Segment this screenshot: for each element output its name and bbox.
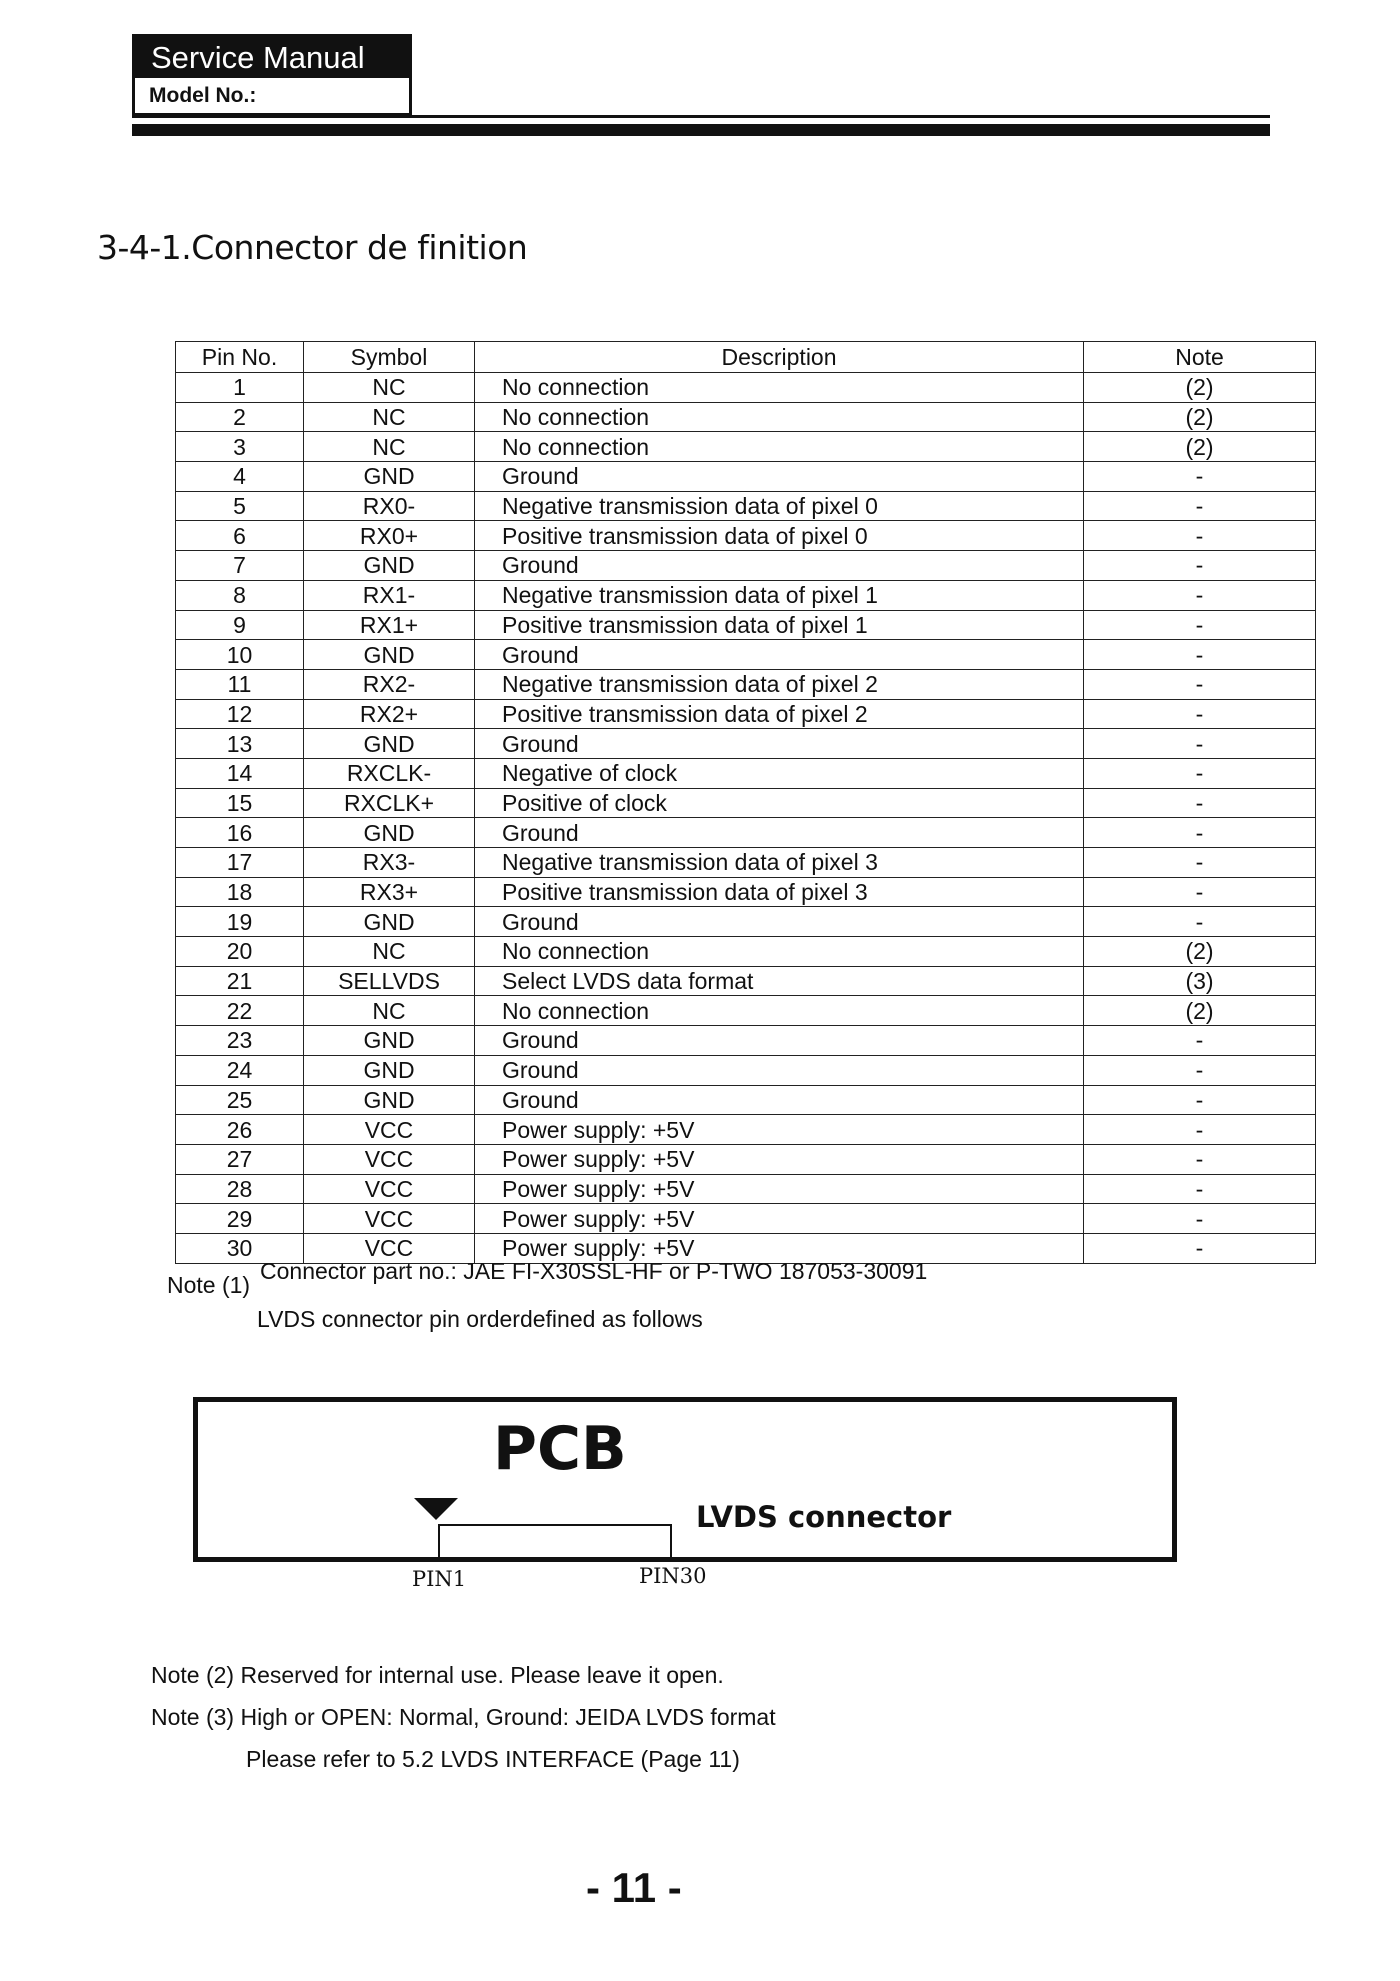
symbol-cell: SELLVDS — [304, 966, 475, 996]
description-cell: Positive of clock — [475, 788, 1084, 818]
note-cell: - — [1084, 640, 1316, 670]
table-row — [176, 1174, 1316, 1204]
description-cell: Positive transmission data of pixel 0 — [475, 521, 1084, 551]
pin30-label: PIN30 — [639, 1564, 707, 1588]
description-cell: No connection — [475, 432, 1084, 462]
model-label: Model No.: — [149, 84, 257, 107]
note-cell: - — [1084, 1085, 1316, 1115]
connector-outline — [438, 1524, 672, 1560]
table-row — [176, 729, 1316, 759]
description-cell: Ground — [475, 640, 1084, 670]
table-row — [176, 1026, 1316, 1056]
table-row — [176, 788, 1316, 818]
table-row — [176, 1144, 1316, 1174]
description-cell: Power supply: +5V — [475, 1144, 1084, 1174]
note-cell: - — [1084, 1144, 1316, 1174]
note-cell: - — [1084, 1055, 1316, 1085]
note-cell: (2) — [1084, 373, 1316, 403]
note-cell: - — [1084, 758, 1316, 788]
symbol-cell: VCC — [304, 1144, 475, 1174]
symbol-cell: VCC — [304, 1233, 475, 1263]
description-cell: No connection — [475, 402, 1084, 432]
note-cell: - — [1084, 1026, 1316, 1056]
symbol-cell: GND — [304, 640, 475, 670]
pin1-marker-icon — [414, 1498, 458, 1520]
note-cell: - — [1084, 1174, 1316, 1204]
lvds-connector-diagram — [193, 1397, 1177, 1562]
symbol-cell: RX1- — [304, 580, 475, 610]
pin-number-cell: 15 — [176, 788, 304, 818]
symbol-cell: RX3+ — [304, 877, 475, 907]
pin-number-cell: 18 — [176, 877, 304, 907]
note-cell: - — [1084, 729, 1316, 759]
symbol-cell: RXCLK+ — [304, 788, 475, 818]
note3-line2: Please refer to 5.2 LVDS INTERFACE (Page 11) — [246, 1746, 740, 1772]
note1-text: Connector part no.: JAE FI-X30SSL-HF or P-TWO 187053-30091 — [260, 1258, 928, 1284]
pin-number-cell: 7 — [176, 551, 304, 581]
note-cell: (2) — [1084, 996, 1316, 1026]
symbol-cell: NC — [304, 996, 475, 1026]
header-pin-no: Pin No. — [176, 342, 304, 373]
pin-number-cell: 19 — [176, 907, 304, 937]
symbol-cell: VCC — [304, 1174, 475, 1204]
pin-number-cell: 22 — [176, 996, 304, 1026]
pin-number-cell: 5 — [176, 491, 304, 521]
symbol-cell: GND — [304, 907, 475, 937]
symbol-cell: VCC — [304, 1204, 475, 1234]
pin-number-cell: 1 — [176, 373, 304, 403]
table-row — [176, 877, 1316, 907]
symbol-cell: GND — [304, 729, 475, 759]
note1-line2: LVDS connector pin orderdefined as follows — [257, 1306, 703, 1332]
note1-label: Note (1) — [167, 1272, 251, 1298]
header-box — [132, 34, 412, 116]
header-note: Note — [1084, 342, 1316, 373]
table-row — [176, 462, 1316, 492]
description-cell: Positive transmission data of pixel 2 — [475, 699, 1084, 729]
pin-number-cell: 26 — [176, 1115, 304, 1145]
description-cell: No connection — [475, 373, 1084, 403]
table-row — [176, 1115, 1316, 1145]
description-cell: Ground — [475, 818, 1084, 848]
table-row — [176, 1204, 1316, 1234]
note-cell: - — [1084, 491, 1316, 521]
note-cell: - — [1084, 1233, 1316, 1263]
header-rule-thick — [132, 124, 1270, 136]
pin-number-cell: 14 — [176, 758, 304, 788]
table-row — [176, 640, 1316, 670]
pin-number-cell: 17 — [176, 848, 304, 878]
note-cell: - — [1084, 848, 1316, 878]
description-cell: Ground — [475, 1085, 1084, 1115]
description-cell: Positive transmission data of pixel 1 — [475, 610, 1084, 640]
symbol-cell: NC — [304, 432, 475, 462]
table-row — [176, 699, 1316, 729]
note-cell: - — [1084, 521, 1316, 551]
pin-number-cell: 27 — [176, 1144, 304, 1174]
symbol-cell: NC — [304, 402, 475, 432]
page-number: - 11 - — [586, 1864, 682, 1911]
pin-number-cell: 4 — [176, 462, 304, 492]
symbol-cell: RX0+ — [304, 521, 475, 551]
pin-number-cell: 16 — [176, 818, 304, 848]
header-symbol: Symbol — [304, 342, 475, 373]
table-row — [176, 521, 1316, 551]
pin-number-cell: 10 — [176, 640, 304, 670]
note-cell: (2) — [1084, 432, 1316, 462]
description-cell: Negative transmission data of pixel 3 — [475, 848, 1084, 878]
pin1-label: PIN1 — [412, 1567, 467, 1591]
pin-definition-table — [175, 341, 1316, 1264]
description-cell: Ground — [475, 462, 1084, 492]
note-cell: - — [1084, 610, 1316, 640]
pin-number-cell: 13 — [176, 729, 304, 759]
pin-number-cell: 23 — [176, 1026, 304, 1056]
pin-number-cell: 24 — [176, 1055, 304, 1085]
table-row — [176, 402, 1316, 432]
table-row — [176, 432, 1316, 462]
pin-number-cell: 8 — [176, 580, 304, 610]
note-cell: - — [1084, 788, 1316, 818]
description-cell: Power supply: +5V — [475, 1233, 1084, 1263]
note2: Note (2) Reserved for internal use. Please leave it open. — [151, 1662, 724, 1688]
symbol-cell: RX2+ — [304, 699, 475, 729]
symbol-cell: RX1+ — [304, 610, 475, 640]
symbol-cell: RX2- — [304, 669, 475, 699]
table-row — [176, 758, 1316, 788]
pin-number-cell: 9 — [176, 610, 304, 640]
pin-number-cell: 20 — [176, 937, 304, 967]
table-row — [176, 669, 1316, 699]
pin-number-cell: 21 — [176, 966, 304, 996]
symbol-cell: VCC — [304, 1115, 475, 1145]
description-cell: Power supply: +5V — [475, 1204, 1084, 1234]
symbol-cell: NC — [304, 373, 475, 403]
pcb-label: PCB — [493, 1414, 627, 1484]
symbol-cell: GND — [304, 1085, 475, 1115]
pin-number-cell: 6 — [176, 521, 304, 551]
note-cell: - — [1084, 907, 1316, 937]
description-cell: No connection — [475, 996, 1084, 1026]
description-cell: Select LVDS data format — [475, 966, 1084, 996]
description-cell: Ground — [475, 551, 1084, 581]
manual-title: Service Manual — [135, 37, 409, 78]
table-row — [176, 907, 1316, 937]
table-row — [176, 966, 1316, 996]
pin-number-cell: 2 — [176, 402, 304, 432]
symbol-cell: GND — [304, 462, 475, 492]
table-row — [176, 610, 1316, 640]
note-cell: - — [1084, 462, 1316, 492]
section-title: 3-4-1.Connector de finition — [97, 228, 528, 267]
note-cell: - — [1084, 551, 1316, 581]
description-cell: Negative of clock — [475, 758, 1084, 788]
description-cell: Ground — [475, 1026, 1084, 1056]
description-cell: Power supply: +5V — [475, 1174, 1084, 1204]
note-cell: - — [1084, 877, 1316, 907]
description-cell: Ground — [475, 729, 1084, 759]
note-cell: - — [1084, 818, 1316, 848]
description-cell: Ground — [475, 907, 1084, 937]
description-cell: Negative transmission data of pixel 1 — [475, 580, 1084, 610]
note-cell: (3) — [1084, 966, 1316, 996]
note-cell: - — [1084, 699, 1316, 729]
symbol-cell: GND — [304, 551, 475, 581]
pin-number-cell: 12 — [176, 699, 304, 729]
note-cell: - — [1084, 1115, 1316, 1145]
description-cell: No connection — [475, 937, 1084, 967]
symbol-cell: RX0- — [304, 491, 475, 521]
table-row — [176, 551, 1316, 581]
description-cell: Negative transmission data of pixel 0 — [475, 491, 1084, 521]
pin-number-cell: 25 — [176, 1085, 304, 1115]
header-rule-thin — [132, 115, 1270, 118]
table-row — [176, 996, 1316, 1026]
pin-number-cell: 28 — [176, 1174, 304, 1204]
header-description: Description — [475, 342, 1084, 373]
table-row — [176, 1055, 1316, 1085]
table-header-row — [176, 342, 1316, 373]
pin-number-cell: 11 — [176, 669, 304, 699]
table-row — [176, 491, 1316, 521]
description-cell: Negative transmission data of pixel 2 — [475, 669, 1084, 699]
note-cell: (2) — [1084, 402, 1316, 432]
table-row — [176, 580, 1316, 610]
pin-number-cell: 3 — [176, 432, 304, 462]
note-cell: - — [1084, 669, 1316, 699]
pin-number-cell: 30 — [176, 1233, 304, 1263]
symbol-cell: RX3- — [304, 848, 475, 878]
table-row — [176, 1085, 1316, 1115]
symbol-cell: GND — [304, 1026, 475, 1056]
lvds-connector-label: LVDS connector — [696, 1500, 952, 1534]
note-cell: - — [1084, 580, 1316, 610]
table-row — [176, 373, 1316, 403]
note-cell: (2) — [1084, 937, 1316, 967]
symbol-cell: GND — [304, 1055, 475, 1085]
table-row — [176, 818, 1316, 848]
note3: Note (3) High or OPEN: Normal, Ground: JEIDA LVDS format — [151, 1704, 776, 1730]
table-row — [176, 848, 1316, 878]
symbol-cell: NC — [304, 937, 475, 967]
description-cell: Ground — [475, 1055, 1084, 1085]
pin-number-cell: 29 — [176, 1204, 304, 1234]
description-cell: Positive transmission data of pixel 3 — [475, 877, 1084, 907]
description-cell: Power supply: +5V — [475, 1115, 1084, 1145]
table-row — [176, 937, 1316, 967]
note-cell: - — [1084, 1204, 1316, 1234]
symbol-cell: GND — [304, 818, 475, 848]
symbol-cell: RXCLK- — [304, 758, 475, 788]
